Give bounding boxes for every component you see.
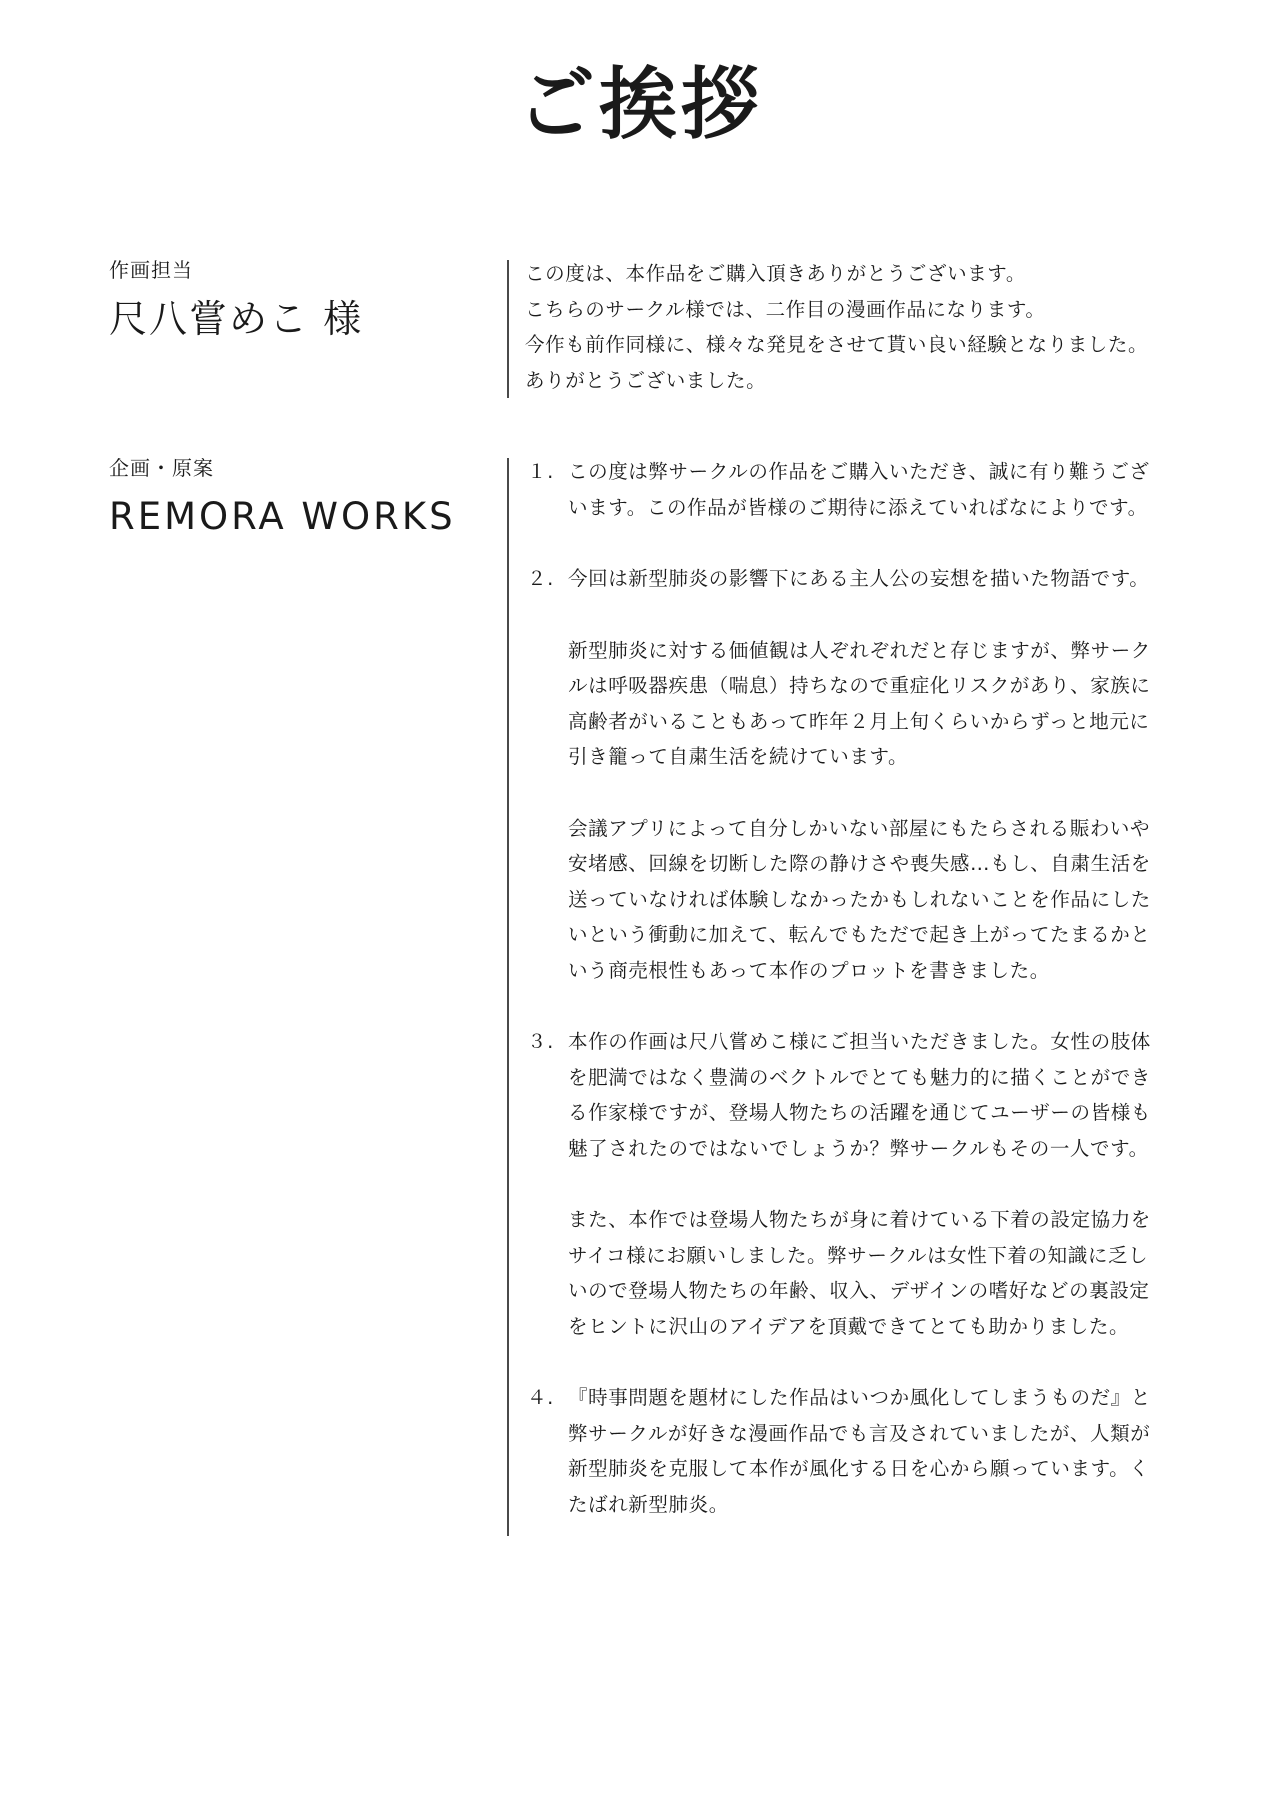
note-line: 高齢者がいることもあって昨年２月上旬くらいからずっと地元に xyxy=(568,709,1150,733)
role-label: 企画・原案 xyxy=(109,456,214,480)
note-item xyxy=(525,1024,1225,1166)
note-line: 『時事問題を題材にした作品はいつか風化してしまうものだ』と xyxy=(568,1386,1151,1409)
note-line: 新型肺炎に対する価値観は人ぞれぞれだと存じますが、弊サーク xyxy=(568,638,1151,662)
note-line: いう商売根性もあって本作のプロットを書きました。 xyxy=(568,958,1050,982)
notes-list xyxy=(525,454,1225,1522)
spacer xyxy=(525,775,1225,811)
note-line: 魅了されたのではないでしょうか？弊サークルもその一人です。 xyxy=(568,1136,1149,1160)
credit-name: REMORA WORKS xyxy=(109,495,456,538)
note-line: 会議アプリによって自分しかいない部屋にもたらされる賑わいや xyxy=(568,816,1151,840)
note-line: る作家様ですが、登場人物たちの活躍を通じてユーザーの皆様も xyxy=(568,1101,1151,1124)
note-line: 新型肺炎を克服して本作が風化する日を心から願っています。く xyxy=(568,1457,1150,1480)
note-paragraph xyxy=(525,633,1225,775)
spacer xyxy=(525,1166,1225,1202)
note-line: 引き籠って自粛生活を続けています。 xyxy=(568,745,909,768)
note-line: ルは呼吸器疾患（喘息）持ちなので重症化リスクがあり、家族に xyxy=(568,674,1151,697)
note-paragraph xyxy=(525,811,1225,989)
note-item xyxy=(525,1380,1225,1522)
note-paragraph xyxy=(525,1202,1225,1344)
note-line: います。この作品が皆様のご期待に添えていればなによりです。 xyxy=(568,495,1148,519)
page-title: ご挨拶 xyxy=(516,59,763,150)
spacer xyxy=(525,525,1225,561)
vertical-divider xyxy=(507,260,509,398)
note-line: 弊サークルが好きな漫画作品でも言及されていましたが、人類が xyxy=(568,1421,1151,1445)
note-line: また、本作では登場人物たちが身に着けている下着の設定協力を xyxy=(568,1208,1151,1231)
credit-header xyxy=(109,256,489,344)
note-line: をヒントに沢山のアイデアを頂戴できてとても助かりました。 xyxy=(568,1314,1130,1338)
credit-name: 尺八嘗めこ 様 xyxy=(109,297,364,341)
note-number: ４. xyxy=(527,1386,554,1409)
message-line: この度は、本作品をご購入頂きありがとうございます。 xyxy=(525,262,1026,285)
note-number: １. xyxy=(527,460,554,483)
spacer xyxy=(525,1344,1225,1380)
note-line: この度は弊サークルの作品をご購入いただき、誠に有り難うござ xyxy=(568,460,1150,483)
message-line: こちらのサークル様では、二作目の漫画作品になります。 xyxy=(525,297,1046,321)
note-line: いので登場人物たちの年齢、収入、デザインの嗜好などの裏設定 xyxy=(568,1279,1150,1302)
credit-message xyxy=(525,256,1225,398)
note-line: いという衝動に加えて、転んでもただで起き上がってたまるかと xyxy=(568,923,1151,946)
role-label: 作画担当 xyxy=(109,258,193,282)
message-line: 今作も前作同様に、様々な発見をさせて貰い良い経験となりました。 xyxy=(525,333,1149,356)
spacer xyxy=(525,988,1225,1024)
vertical-divider xyxy=(507,458,509,1536)
note-number: ２. xyxy=(527,567,554,590)
note-line: 今回は新型肺炎の影響下にある主人公の妄想を描いた物語です。 xyxy=(568,567,1150,590)
spacer xyxy=(525,597,1225,633)
note-line: を肥満ではなく豊満のベクトルでとても魅力的に描くことができ xyxy=(568,1065,1151,1089)
message-line: ありがとうございました。 xyxy=(525,368,767,392)
note-line: 安堵感、回線を切断した際の静けさや喪失感…もし、自粛生活を xyxy=(568,852,1151,875)
note-number: ３. xyxy=(527,1030,554,1053)
note-line: 本作の作画は尺八嘗めこ様にご担当いただきました。女性の肢体 xyxy=(568,1030,1151,1053)
note-line: 送っていなければ体験しなかったかもしれないことを作品にした xyxy=(568,887,1151,911)
note-item xyxy=(525,454,1225,525)
note-line: サイコ様にお願いしました。弊サークルは女性下着の知識に乏し xyxy=(568,1243,1149,1267)
note-item xyxy=(525,561,1225,597)
note-line: たばれ新型肺炎。 xyxy=(568,1492,729,1516)
credit-header xyxy=(109,454,489,542)
